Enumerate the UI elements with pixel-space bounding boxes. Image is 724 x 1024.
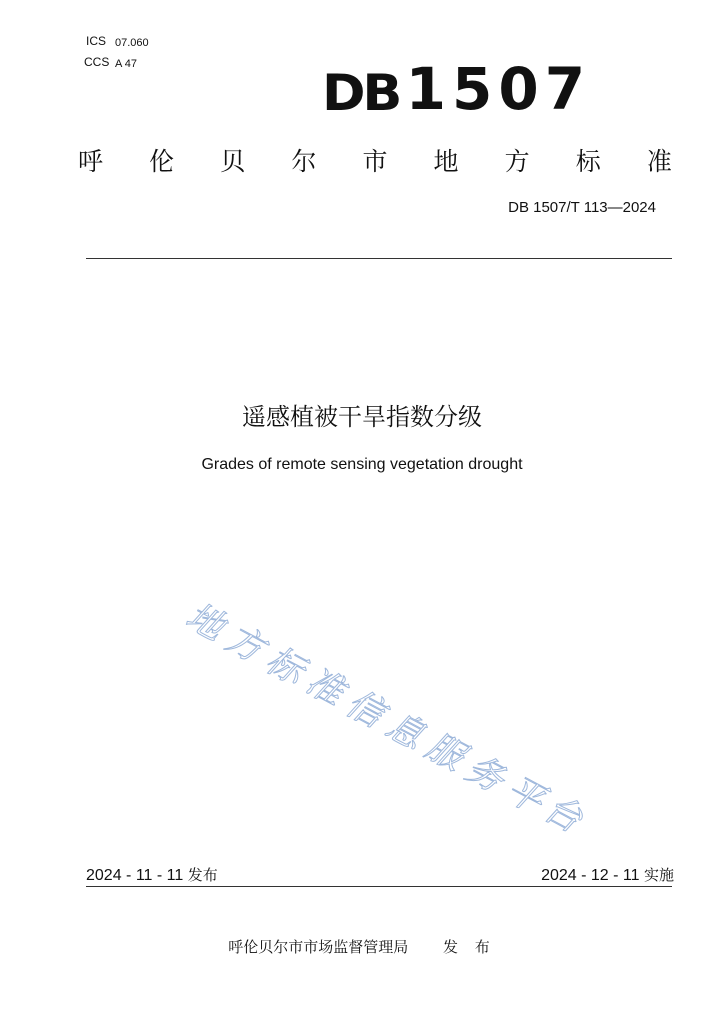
watermark-char: 地 [179,595,231,649]
bottom-divider [86,886,672,887]
effective-label: 实施 [643,866,674,884]
watermark-char: 准 [299,660,351,714]
title-char: 准 [646,147,672,176]
issue-label: 发布 [187,866,218,884]
ccs-value: A 47 [115,58,138,70]
ccs-label: CCS [84,55,110,69]
watermark-char: 台 [537,787,589,841]
issue-date-line [86,864,218,885]
effective-date-line [541,864,674,885]
watermark-char: 标 [259,639,311,693]
publisher-action: 发 布 [443,938,496,956]
title-char: 尔 [291,147,317,176]
watermark-char: 务 [459,747,511,801]
ics-label: ICS [86,34,107,48]
ics-value: 07.060 [115,37,149,49]
title-char: 地 [433,147,459,176]
standard-category-title [78,142,672,178]
top-divider [86,258,672,259]
db-region-number: 1507 [405,55,592,123]
title-char: 标 [575,147,601,176]
publisher-line [0,936,724,957]
document-title: 遥感植被干旱指数分级 [242,403,482,431]
issue-date: 2024 - 11 - 11 [86,867,184,884]
watermark-char: 息 [379,704,431,758]
db-letters: DB [322,64,400,122]
effective-date: 2024 - 12 - 11 [541,867,640,884]
title-char: 呼 [78,147,104,176]
title-char: 市 [362,147,388,176]
db-logo [322,55,592,123]
title-char: 方 [504,147,530,176]
standard-number: DB 1507/T 113—2024 [508,199,656,216]
watermark-char: 平 [499,768,551,822]
watermark-char: 信 [339,682,391,736]
title-char: 伦 [149,147,175,176]
document-title-english: Grades of remote sensing vegetation drought [201,456,523,473]
watermark-char: 服 [419,725,471,779]
publisher-name: 呼伦贝尔市市场监督管理局 [228,938,409,956]
watermark [179,595,608,841]
watermark-char: 方 [219,617,271,671]
title-char: 贝 [220,147,246,176]
